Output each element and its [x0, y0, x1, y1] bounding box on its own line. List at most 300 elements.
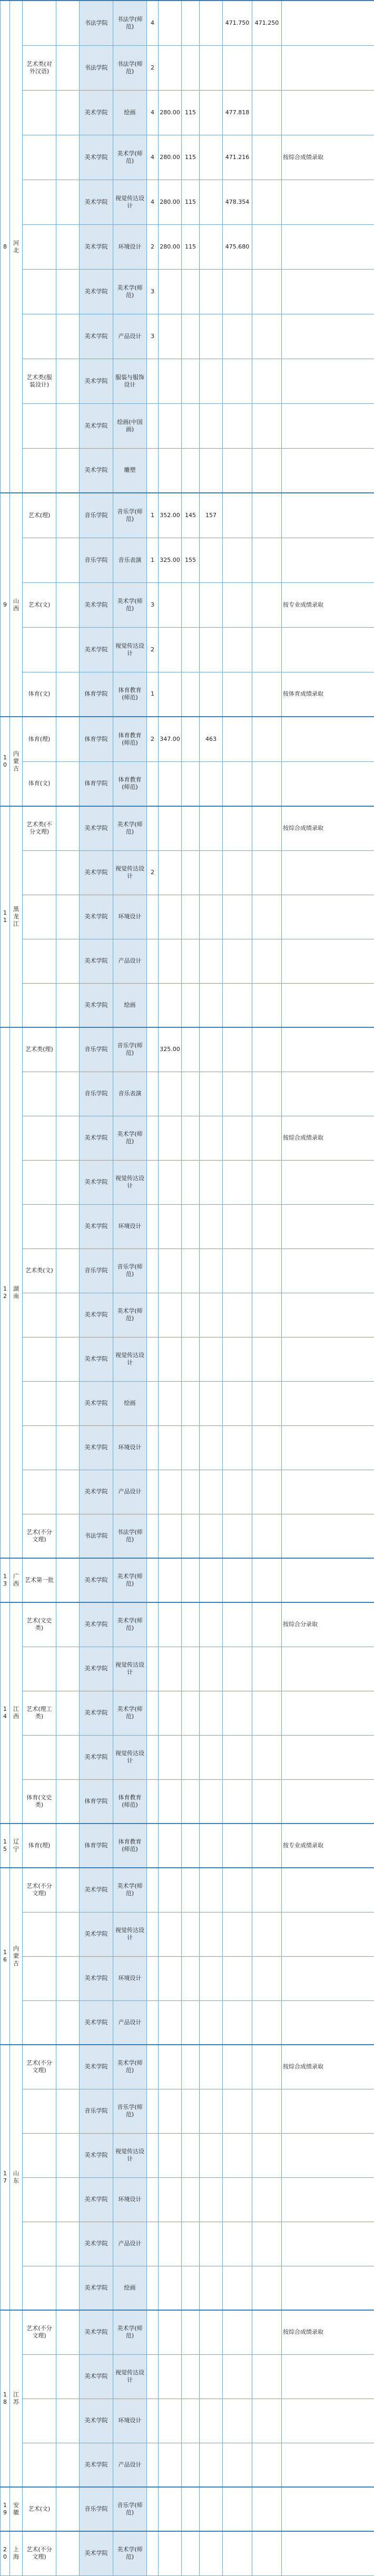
cell-type [56, 135, 80, 180]
cell-category [23, 983, 56, 1027]
cell-score_line_3 [200, 403, 223, 448]
cell-score_line_1 [159, 1337, 182, 1381]
cell-max_score [223, 1868, 252, 1912]
cell-rule [282, 1027, 374, 1072]
cell-max_score [223, 806, 252, 850]
cell-plan [147, 983, 159, 1027]
cell-category [23, 1160, 56, 1204]
cell-major: 视觉传达设计 [113, 627, 147, 672]
cell-school: 美术学院 [80, 2266, 113, 2310]
cell-min_score [252, 1027, 282, 1072]
table-row [1, 359, 374, 403]
cell-score_line_1 [159, 1868, 182, 1912]
cell-score_line_1 [159, 314, 182, 359]
cell-school: 书法学院 [80, 1514, 113, 1558]
cell-school: 音乐学院 [80, 2089, 113, 2133]
cell-major: 美术学(师范) [113, 1116, 147, 1160]
cell-score_line_1: 280.00 [159, 224, 182, 269]
cell-min_score [252, 448, 282, 493]
cell-score_line_3 [200, 1868, 223, 1912]
cell-major: 环境设计 [113, 895, 147, 939]
cell-score_line_2 [182, 1160, 200, 1204]
cell-rule [282, 939, 374, 983]
cell-score_line_1 [159, 1558, 182, 1602]
cell-school: 美术学院 [80, 1116, 113, 1160]
cell-max_score [223, 269, 252, 314]
cell-school: 体育学院 [80, 672, 113, 717]
cell-min_score [252, 2266, 282, 2310]
cell-school: 美术学院 [80, 224, 113, 269]
cell-major: 体育教育(师范) [113, 717, 147, 761]
table-row [1, 1072, 374, 1116]
cell-score_line_2 [182, 627, 200, 672]
cell-major: 环境设计 [113, 224, 147, 269]
section-province: 辽宁 [10, 1824, 23, 1868]
cell-school: 美术学院 [80, 90, 113, 135]
cell-score_line_2 [182, 1293, 200, 1337]
cell-plan [147, 2266, 159, 2310]
cell-school: 美术学院 [80, 939, 113, 983]
cell-school: 美术学院 [80, 448, 113, 493]
section-seq: 13 [1, 1558, 10, 1602]
cell-score_line_1 [159, 2354, 182, 2399]
cell-plan [147, 1824, 159, 1868]
cell-major: 产品设计 [113, 939, 147, 983]
cell-score_line_3 [200, 1558, 223, 1602]
cell-score_line_2 [182, 1072, 200, 1116]
table-row [1, 45, 374, 90]
cell-plan: 4 [147, 90, 159, 135]
cell-min_score [252, 1249, 282, 1293]
cell-rule [282, 2222, 374, 2266]
cell-plan [147, 359, 159, 403]
cell-max_score [223, 2487, 252, 2531]
cell-category [23, 180, 56, 224]
cell-type [56, 493, 80, 538]
cell-score_line_2 [182, 2531, 200, 2575]
cell-school: 美术学院 [80, 314, 113, 359]
cell-score_line_2 [182, 983, 200, 1027]
cell-type [56, 1116, 80, 1160]
cell-major: 视觉传达设计 [113, 850, 147, 895]
cell-score_line_1 [159, 45, 182, 90]
cell-max_score [223, 1381, 252, 1425]
cell-min_score [252, 538, 282, 582]
cell-major: 视觉传达设计 [113, 2133, 147, 2177]
cell-major: 体育教育(师范) [113, 672, 147, 717]
cell-type [56, 1027, 80, 1072]
cell-category: 体育(文) [23, 761, 56, 806]
table-row [1, 1470, 374, 1514]
cell-category [23, 403, 56, 448]
cell-max_score [223, 1956, 252, 2000]
cell-school: 美术学院 [80, 1558, 113, 1602]
cell-category: 艺术(文史类) [23, 1602, 56, 1647]
cell-plan [147, 1116, 159, 1160]
cell-type [56, 2177, 80, 2222]
cell-min_score [252, 672, 282, 717]
cell-score_line_1 [159, 2443, 182, 2487]
table-row [1, 761, 374, 806]
cell-score_line_3 [200, 627, 223, 672]
cell-major: 美术学(师范) [113, 2045, 147, 2089]
section-seq: 14 [1, 1602, 10, 1824]
cell-category: 艺术类(理) [23, 1027, 56, 1072]
cell-school: 美术学院 [80, 1691, 113, 1735]
cell-score_line_3 [200, 1824, 223, 1868]
cell-score_line_2 [182, 2045, 200, 2089]
cell-score_line_1 [159, 850, 182, 895]
cell-major: 音乐学(师范) [113, 1249, 147, 1293]
cell-score_line_1: 280.00 [159, 135, 182, 180]
cell-score_line_2 [182, 359, 200, 403]
cell-max_score [223, 1558, 252, 1602]
cell-major: 视觉传达设计 [113, 1337, 147, 1381]
cell-min_score [252, 359, 282, 403]
cell-score_line_1 [159, 2487, 182, 2531]
cell-category: 艺术(不分文理) [23, 2310, 56, 2354]
cell-min_score [252, 1779, 282, 1824]
cell-score_line_3 [200, 1514, 223, 1558]
cell-rule: 按综合成绩录取 [282, 2310, 374, 2354]
cell-score_line_1 [159, 582, 182, 627]
cell-rule [282, 2000, 374, 2045]
cell-score_line_3 [200, 1249, 223, 1293]
cell-min_score [252, 2000, 282, 2045]
cell-plan [147, 2045, 159, 2089]
cell-plan [147, 1027, 159, 1072]
cell-min_score [252, 850, 282, 895]
cell-category [23, 2133, 56, 2177]
cell-rule [282, 1779, 374, 1824]
cell-rule [282, 1072, 374, 1116]
cell-plan: 4 [147, 180, 159, 224]
cell-major: 产品设计 [113, 2000, 147, 2045]
cell-type [56, 2222, 80, 2266]
cell-max_score [223, 2045, 252, 2089]
cell-plan: 4 [147, 135, 159, 180]
cell-category [23, 895, 56, 939]
cell-max_score [223, 1647, 252, 1691]
cell-major: 视觉传达设计 [113, 1647, 147, 1691]
cell-score_line_2 [182, 582, 200, 627]
section-seq: 18 [1, 2310, 10, 2487]
cell-plan [147, 1912, 159, 1956]
table-row [1, 1425, 374, 1470]
cell-type [56, 2089, 80, 2133]
cell-category [23, 135, 56, 180]
cell-type [56, 895, 80, 939]
cell-plan: 2 [147, 224, 159, 269]
cell-score_line_3 [200, 135, 223, 180]
cell-type [56, 538, 80, 582]
cell-score_line_3 [200, 269, 223, 314]
cell-major: 音乐学(师范) [113, 2487, 147, 2531]
cell-score_line_3 [200, 538, 223, 582]
cell-type [56, 1337, 80, 1381]
cell-rule [282, 359, 374, 403]
cell-max_score [223, 1425, 252, 1470]
cell-score_line_2 [182, 1381, 200, 1425]
cell-min_score [252, 2177, 282, 2222]
cell-category: 艺术类(服装设计) [23, 359, 56, 403]
cell-max_score [223, 2089, 252, 2133]
cell-max_score [223, 2222, 252, 2266]
cell-plan [147, 2354, 159, 2399]
cell-type [56, 1779, 80, 1824]
cell-category: 艺术类(对外汉语) [23, 45, 56, 90]
cell-score_line_3 [200, 2310, 223, 2354]
cell-major: 环境设计 [113, 1425, 147, 1470]
cell-min_score [252, 269, 282, 314]
cell-major: 音乐表演 [113, 1072, 147, 1116]
cell-min_score [252, 1868, 282, 1912]
cell-min_score [252, 1116, 282, 1160]
cell-type [56, 269, 80, 314]
cell-school: 美术学院 [80, 1204, 113, 1249]
cell-score_line_1: 325.00 [159, 1027, 182, 1072]
cell-type [56, 224, 80, 269]
cell-category [23, 314, 56, 359]
cell-plan [147, 761, 159, 806]
cell-major: 绘画 [113, 983, 147, 1027]
cell-min_score [252, 939, 282, 983]
cell-plan [147, 1602, 159, 1647]
table-row [1, 627, 374, 672]
cell-score_line_2 [182, 1116, 200, 1160]
cell-max_score [223, 895, 252, 939]
cell-score_line_1 [159, 1204, 182, 1249]
table-row [1, 672, 374, 717]
cell-score_line_1: 280.00 [159, 180, 182, 224]
cell-rule [282, 1470, 374, 1514]
cell-score_line_2 [182, 2443, 200, 2487]
cell-score_line_3 [200, 1, 223, 45]
cell-school: 美术学院 [80, 1160, 113, 1204]
table-row [1, 2177, 374, 2222]
cell-max_score [223, 493, 252, 538]
cell-major: 美术学(师范) [113, 1868, 147, 1912]
cell-min_score [252, 1735, 282, 1779]
cell-score_line_1 [159, 1779, 182, 1824]
cell-rule [282, 1204, 374, 1249]
cell-major: 美术学(师范) [113, 1293, 147, 1337]
cell-school: 美术学院 [80, 1337, 113, 1381]
cell-major: 雕塑 [113, 448, 147, 493]
cell-category [23, 1647, 56, 1691]
cell-rule [282, 1868, 374, 1912]
cell-type [56, 1160, 80, 1204]
cell-plan [147, 1691, 159, 1735]
cell-score_line_1 [159, 1912, 182, 1956]
cell-score_line_1 [159, 2222, 182, 2266]
cell-max_score [223, 2000, 252, 2045]
cell-rule [282, 2133, 374, 2177]
cell-category: 艺术(不分文理) [23, 2045, 56, 2089]
section-seq: 19 [1, 2487, 10, 2531]
cell-max_score [223, 582, 252, 627]
cell-school: 美术学院 [80, 2222, 113, 2266]
cell-rule [282, 895, 374, 939]
cell-plan: 2 [147, 45, 159, 90]
section-seq: 11 [1, 806, 10, 1027]
cell-min_score [252, 1381, 282, 1425]
cell-type [56, 403, 80, 448]
cell-category: 艺术(文) [23, 2487, 56, 2531]
cell-plan: 2 [147, 850, 159, 895]
cell-score_line_1 [159, 2177, 182, 2222]
cell-min_score [252, 717, 282, 761]
cell-type [56, 1249, 80, 1293]
cell-major: 视觉传达设计 [113, 1160, 147, 1204]
cell-school: 美术学院 [80, 269, 113, 314]
cell-max_score [223, 850, 252, 895]
cell-rule [282, 2487, 374, 2531]
cell-school: 体育学院 [80, 1779, 113, 1824]
cell-score_line_3 [200, 2089, 223, 2133]
cell-score_line_2: 155 [182, 538, 200, 582]
cell-plan: 3 [147, 269, 159, 314]
cell-min_score [252, 627, 282, 672]
cell-plan [147, 1249, 159, 1293]
cell-plan [147, 1735, 159, 1779]
cell-score_line_2 [182, 1779, 200, 1824]
cell-score_line_1 [159, 1514, 182, 1558]
cell-min_score [252, 1204, 282, 1249]
cell-type [56, 1602, 80, 1647]
cell-school: 美术学院 [80, 1470, 113, 1514]
cell-score_line_2 [182, 1337, 200, 1381]
cell-rule [282, 761, 374, 806]
cell-score_line_1 [159, 895, 182, 939]
cell-rule [282, 90, 374, 135]
cell-score_line_3 [200, 1602, 223, 1647]
table-row [1, 2443, 374, 2487]
cell-type [56, 850, 80, 895]
cell-plan [147, 1381, 159, 1425]
cell-major: 产品设计 [113, 2222, 147, 2266]
table-row [1, 1027, 374, 1072]
cell-plan [147, 1425, 159, 1470]
cell-min_score [252, 2222, 282, 2266]
cell-score_line_3 [200, 2354, 223, 2399]
cell-max_score [223, 2443, 252, 2487]
cell-max_score [223, 1602, 252, 1647]
cell-major: 视觉传达设计 [113, 180, 147, 224]
cell-category [23, 1470, 56, 1514]
cell-score_line_2 [182, 939, 200, 983]
table-row [1, 1779, 374, 1824]
table-row [1, 1381, 374, 1425]
cell-score_line_1 [159, 1072, 182, 1116]
section-seq: 12 [1, 1027, 10, 1558]
cell-rule [282, 45, 374, 90]
cell-min_score [252, 135, 282, 180]
table-row [1, 2000, 374, 2045]
cell-major: 绘画 [113, 1381, 147, 1425]
cell-score_line_3 [200, 761, 223, 806]
cell-plan [147, 2089, 159, 2133]
cell-type [56, 90, 80, 135]
cell-score_line_3 [200, 2133, 223, 2177]
cell-max_score [223, 1470, 252, 1514]
section-province: 山东 [10, 2045, 23, 2310]
cell-rule [282, 538, 374, 582]
cell-school: 美术学院 [80, 135, 113, 180]
cell-type [56, 1558, 80, 1602]
cell-score_line_2 [182, 1249, 200, 1293]
cell-min_score [252, 1824, 282, 1868]
cell-score_line_1: 325.00 [159, 538, 182, 582]
cell-type [56, 672, 80, 717]
cell-type [56, 1824, 80, 1868]
cell-score_line_1 [159, 1249, 182, 1293]
cell-plan [147, 2222, 159, 2266]
cell-school: 美术学院 [80, 582, 113, 627]
table-row [1, 1647, 374, 1691]
cell-score_line_1 [159, 1691, 182, 1735]
cell-score_line_2 [182, 2177, 200, 2222]
cell-category [23, 1337, 56, 1381]
cell-min_score [252, 224, 282, 269]
cell-category [23, 2443, 56, 2487]
section-province: 上海 [10, 2531, 23, 2575]
section-seq: 17 [1, 2045, 10, 2310]
cell-rule [282, 1337, 374, 1381]
cell-school: 音乐学院 [80, 2487, 113, 2531]
cell-max_score [223, 1779, 252, 1824]
cell-score_line_1 [159, 2399, 182, 2443]
cell-school: 美术学院 [80, 895, 113, 939]
table-row [1, 2133, 374, 2177]
cell-plan [147, 2531, 159, 2575]
cell-plan [147, 2310, 159, 2354]
cell-school: 美术学院 [80, 2399, 113, 2443]
cell-score_line_2 [182, 2310, 200, 2354]
cell-plan [147, 1779, 159, 1824]
cell-rule [282, 717, 374, 761]
cell-score_line_2 [182, 2487, 200, 2531]
cell-score_line_2 [182, 672, 200, 717]
cell-score_line_3 [200, 2000, 223, 2045]
cell-major: 美术学(师范) [113, 1691, 147, 1735]
cell-category [23, 1425, 56, 1470]
cell-plan: 2 [147, 717, 159, 761]
cell-type [56, 1691, 80, 1735]
cell-score_line_3 [200, 582, 223, 627]
cell-plan [147, 2177, 159, 2222]
cell-major: 环境设计 [113, 2399, 147, 2443]
cell-category: 体育(文史类) [23, 1779, 56, 1824]
cell-rule [282, 2089, 374, 2133]
cell-rule [282, 1293, 374, 1337]
cell-score_line_2 [182, 761, 200, 806]
cell-plan [147, 939, 159, 983]
cell-major: 音乐学(师范) [113, 1027, 147, 1072]
cell-type [56, 448, 80, 493]
table-row [1, 2266, 374, 2310]
cell-plan: 1 [147, 672, 159, 717]
cell-plan [147, 1647, 159, 1691]
cell-type [56, 1956, 80, 2000]
cell-max_score: 471.750 [223, 1, 252, 45]
cell-major: 视觉传达设计 [113, 1735, 147, 1779]
cell-category [23, 538, 56, 582]
table-row [1, 939, 374, 983]
table-row [1, 269, 374, 314]
cell-rule: 按综合成绩录取 [282, 135, 374, 180]
table-row [1, 2310, 374, 2354]
